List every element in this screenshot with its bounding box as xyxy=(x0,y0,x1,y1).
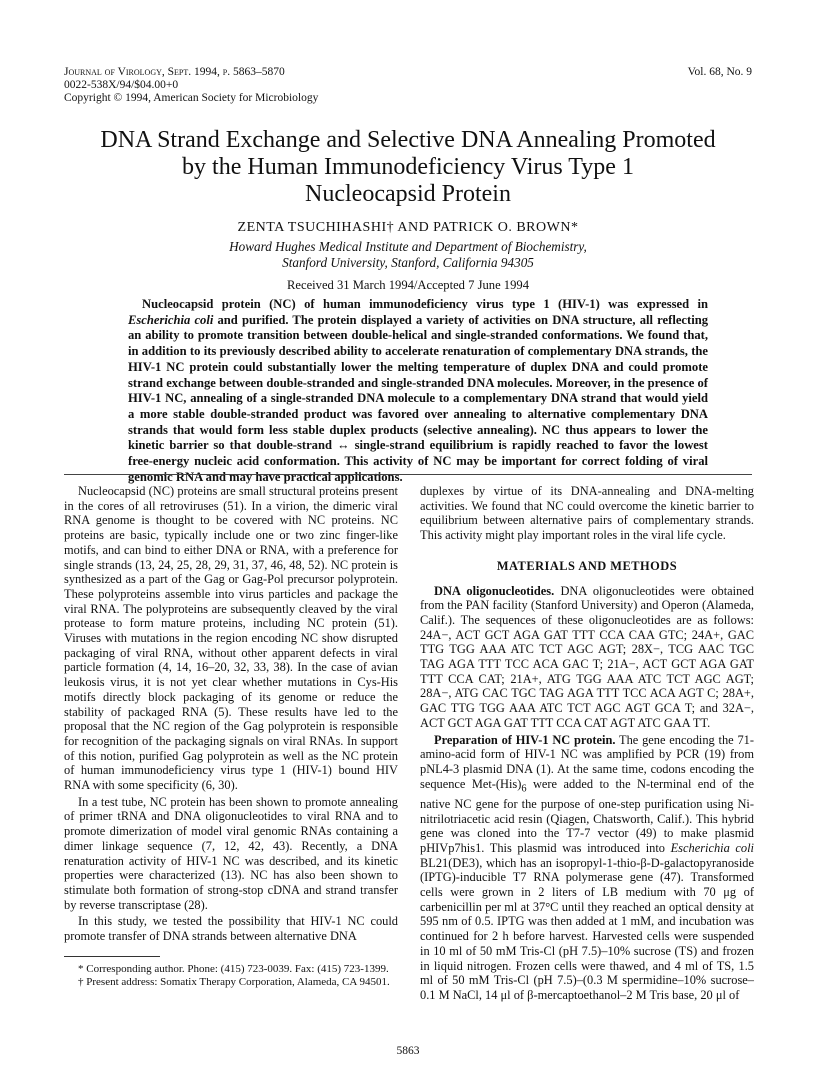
section-divider xyxy=(64,474,752,475)
body-paragraph: duplexes by virtue of its DNA-annealing and DNA-melting activities. We found that NC could overcome the kinetic barrier to equilibrium between alternative pairs of complementary strands. This activity might play important roles in the viral life cycle. xyxy=(420,484,754,543)
body-paragraph: In a test tube, NC protein has been shown to promote annealing of primer tRNA and DNA oligonucleotides to viral RNA and to promote dimerization of model viral genomic RNAs containing a dimer linkage sequence (7, 12, 42, 43). Recently, a DNA renaturation activity of HIV-1 NC was described, and its kinetic properties were characterized (13). NC has also been shown to stimulate both formation of strong-stop cDNA and strand transfer by reverse transcriptase (28). xyxy=(64,794,398,912)
footnote-address: † Present address: Somatix Therapy Corporation, Alameda, CA 94501. xyxy=(78,975,390,988)
affiliation-line: Howard Hughes Medical Institute and Department of Biochemistry, xyxy=(229,239,587,254)
run-in-heading: Preparation of HIV-1 NC protein. xyxy=(434,732,616,747)
title-line: DNA Strand Exchange and Selective DNA Annealing Promoted xyxy=(100,127,716,153)
title-line: by the Human Immunodeficiency Virus Type 1 xyxy=(182,154,634,180)
affiliation xyxy=(60,239,756,271)
abstract-text: Nucleocapsid protein (NC) of human immunodeficiency virus type 1 (HIV-1) was expressed in xyxy=(142,297,708,311)
footnote-corresponding: * Corresponding author. Phone: (415) 723-0039. Fax: (415) 723-1399. xyxy=(78,962,389,975)
paragraph-text: DNA oligonucleotides were obtained from the PAN facility (Stanford University) and Operon (Alameda, Calif.). The sequences of these oligonucleotides are as follows: 24A−, ACT GCT AGA GAT TTT CCA CAA GTC; 24A+, GAC TTG TGG AAA ATC TCT AGC AGT; 28X−, TCG AAC TGC TAG AGA TTT TCC ACA GAC T; 21A−, ACT GCT AGA GAT TTT CCA CAT; 21A+, ATG TGG AAA ATC TCT AGC AGT; 28A−, ATG CAC TGC TAG AGA TTT TCC ACA AGT C; 28A+, GAC TTG TGG AAA ATC TCT AGC AGT GCA T; and 32A−, ACT GCT AGA GAT TTT CCA CAT AGT ATC GAA TT. xyxy=(420,583,754,730)
running-header-left xyxy=(64,66,318,105)
volume-number: Vol. 68, No. 9 xyxy=(687,66,752,78)
paragraph-text: BL21(DE3), which has an isopropyl-1-thio-β-D-galactopyranoside (IPTG)-inducible T7 RNA polymerase gene (47). Transformed cells were grown in 2 liters of LB medium with 70 μg of carbenicillin per ml at 37°C until they reached an optical density at 595 nm of 0.5. IPTG was then added at 1 mM, and incubation was continued for 2 h before harvest. Harvested cells were suspended in 10 ml of 50 mM Tris-Cl (pH 7.5)–10% sucrose (TS) and frozen in liquid nitrogen. Frozen cells were thawed, and 4 ml of TS, 1.5 ml of 50 mM Tris-Cl (pH 7.5)–(0.3 M spermidine–10% sucrose–0.1 M NaCl, 14 μl of β-mercaptoethanol–2 M Tris base, 20 μl of xyxy=(420,855,754,1002)
paragraph-text: were added to the N-terminal end of the native NC gene for the purpose of one-step purification using Ni-nitrilotriacetic acid resin (Qiagen, Chatsworth, Calif.). This hybrid gene was cloned into the T7-7 vector (49) to make plasmid pHIVp7his1. This plasmid was introduced into xyxy=(420,776,754,855)
page-number: 5863 xyxy=(396,1045,420,1057)
paragraph-text: The gene encoding the 71-amino-acid form of HIV-1 NC was amplified by PCR (19) from pNL4-3 plasmid DNA (1). At the same time, codons encoding the sequence Met-(His) xyxy=(420,732,754,791)
body-paragraph: Nucleocapsid (NC) proteins are small structural proteins present in the cores of all retroviruses (51). In a virion, the dimeric viral RNA genome is thought to be covered with NC proteins. NC proteins are basic, typically include one or two zinc finger-like motifs, and can bind to either DNA or RNA, with a preference for single strands (13, 24, 25, 28, 29, 31, 37, 46, 48, 52). NC protein is synthesized as a part of the Gag or Gag-Pol precursor polyprotein. These polyproteins assemble into virus particles and package the viral RNA. The polyproteins are subsequently cleaved by the viral protease to form mature proteins, including NC protein (51). Viruses with mutations in the region encoding NC show disrupted packaging of viral RNA, without other apparent defects in viral particle formation (4, 14, 16–20, 32, 33, 38). In the case of avian leukosis virus, it is not yet clear whether mutations in Cys-His motifs directly block packaging of its genome or reduce the stability of packaged RNA (5). These results have led to the proposal that the NC region of the Gag polyprotein is responsible for recognition of the packaging signals on viral RNAs. In support of this notion, purified Gag polyprotein as well as the NC protein of human immunodeficiency virus type 1 (HIV-1) bound HIV RNA with some specificity (6, 30). xyxy=(64,484,398,793)
section-heading: MATERIALS AND METHODS xyxy=(496,558,678,573)
affiliation-line: Stanford University, Stanford, California 94305 xyxy=(282,255,534,270)
body-paragraph xyxy=(420,733,754,1003)
title-line: Nucleocapsid Protein xyxy=(305,181,511,207)
copyright-line: Copyright © 1994, American Society for Microbiology xyxy=(64,92,319,104)
received-dates: Received 31 March 1994/Accepted 7 June 1994 xyxy=(286,278,529,292)
subscript: 6 xyxy=(521,783,527,795)
abstract-text: and purified. The protein displayed a variety of activities on DNA structure, all reflecting an ability to promote transition between double-helical and single-stranded conformations. We found that, in addition to its previously described ability to accelerate renaturation of complementary DNA strands, the HIV-1 NC protein could substantially lower the melting temperature of duplex DNA and could promote strand exchange between double-stranded and single-stranded DNA molecules. Moreover, in the presence of HIV-1 NC, annealing of a single-stranded DNA molecule to a complementary DNA strand that would yield a more stable double-stranded product was favored over annealing to alternative complementary DNA strands that would form less stable duplex products (selective annealing). NC thus appears to lower the kinetic barrier so that double-strand ↔ single-strand equilibrium is rapidly reached to favor the lowest free-energy nucleic acid conformation. This activity of NC may be important for correct folding of viral genomic RNA and may have practical applications. xyxy=(128,312,708,484)
species-name: Escherichia coli xyxy=(670,840,754,855)
article-title xyxy=(60,127,756,208)
abstract xyxy=(128,297,708,485)
right-column xyxy=(420,484,754,1003)
body-paragraph xyxy=(420,584,754,731)
author-list: ZENTA TSUCHIHASHI† AND PATRICK O. BROWN* xyxy=(237,220,579,235)
abstract-species: Escherichia coli xyxy=(128,312,214,327)
body-paragraph: In this study, we tested the possibility that HIV-1 NC could promote transfer of DNA strands between alternative DNA xyxy=(64,914,398,944)
run-in-heading: DNA oligonucleotides. xyxy=(434,583,555,598)
footnote-divider xyxy=(64,956,160,957)
journal-citation: Journal of Virology, Sept. 1994, p. 5863–5870 xyxy=(64,66,285,78)
issn-line: 0022-538X/94/$04.00+0 xyxy=(64,79,179,91)
left-column xyxy=(64,484,398,989)
